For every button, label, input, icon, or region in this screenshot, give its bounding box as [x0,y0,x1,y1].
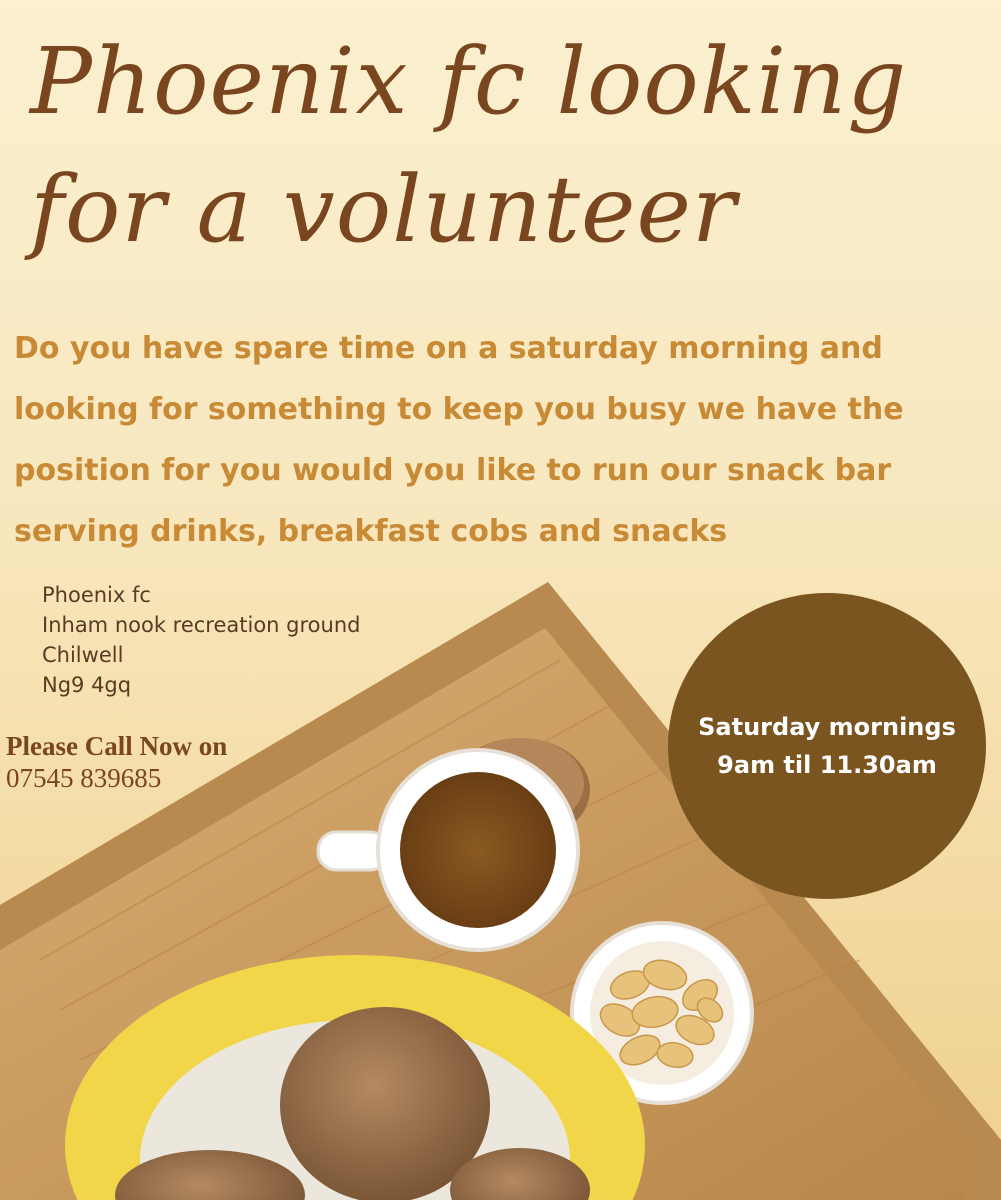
description-line: position for you would you like to run our snack bar [14,453,892,488]
address-line: Phoenix fc [42,583,151,607]
address-line: Ng9 4gq [42,673,132,697]
call-label: Please Call Now on [6,731,228,761]
phone-number: 07545 839685 [6,763,162,793]
address-block [42,580,462,700]
description-line: Do you have spare time on a saturday morning and [14,331,883,366]
title-line: Phoenix fc looking [30,28,908,135]
badge-day: Saturday mornings [698,713,956,741]
schedule-badge [668,593,986,899]
description-line: serving drinks, breakfast cobs and snacks [14,514,728,549]
description [14,318,994,562]
title-line: for a volunteer [30,156,737,263]
call-block [6,730,386,794]
address-line: Inham nook recreation ground [42,613,361,637]
badge-time: 9am til 11.30am [717,751,937,779]
address-line: Chilwell [42,643,124,667]
tea [400,772,556,928]
description-line: looking for something to keep you busy we have the [14,392,904,427]
poster-title [30,18,980,274]
